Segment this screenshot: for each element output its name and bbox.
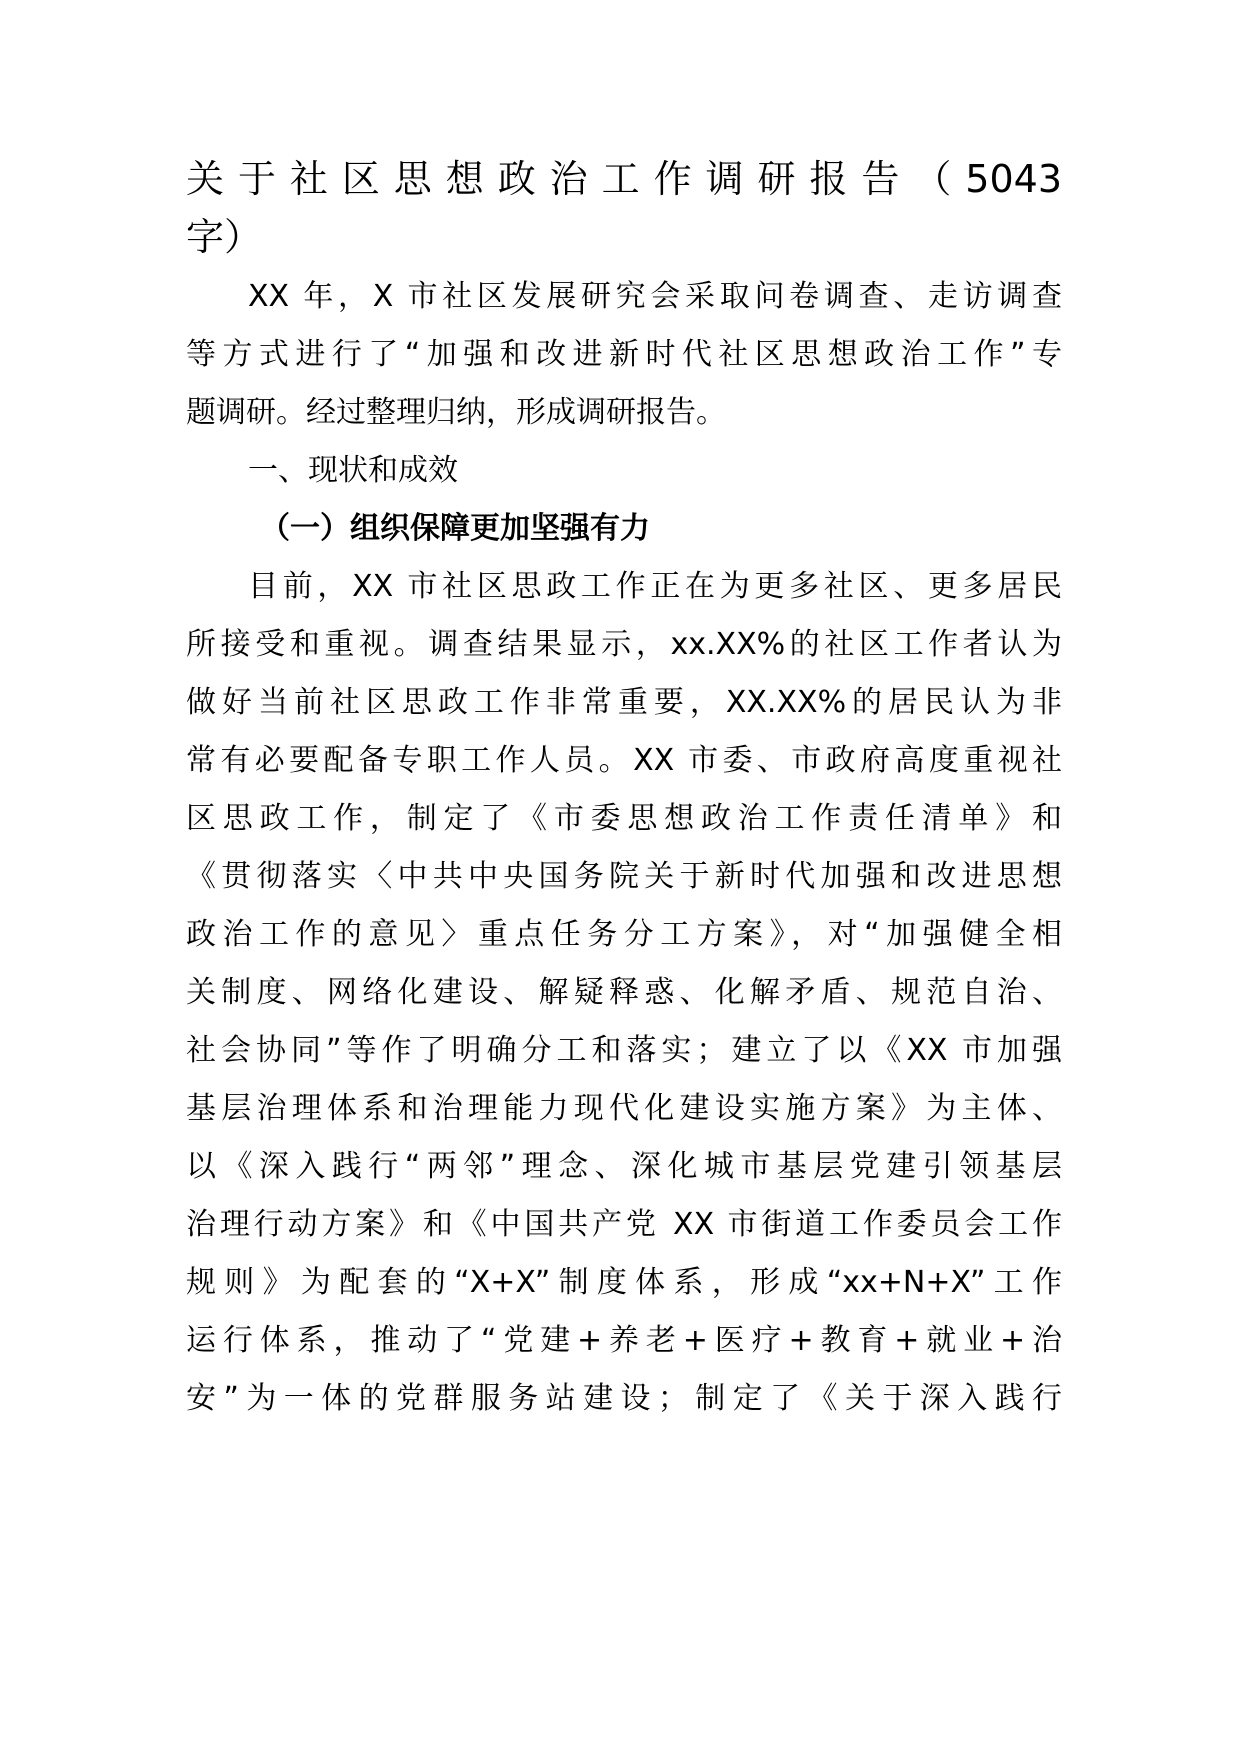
intro-line: 等方式进行了“加强和改进新时代社区思想政治工作”专 [186, 337, 1062, 372]
body-line: 以《深入践行“两邻”理念、深化城市基层党建引领基层 [186, 1149, 1062, 1184]
document-title [186, 152, 1062, 268]
body-line: 常有必要配备专职工作人员。XX 市委、市政府高度重视社 [186, 743, 1062, 778]
body-line: 目前，XX 市社区思政工作正在为更多社区、更多居民 [248, 569, 1062, 604]
title-line: 字） [186, 215, 263, 259]
document-body [186, 268, 1062, 1428]
intro-line: 题调研。经过整理归纳，形成调研报告。 [186, 395, 726, 430]
intro-line: XX 年，X 市社区发展研究会采取问卷调查、走访调查 [248, 279, 1062, 314]
body-line: 社会协同”等作了明确分工和落实；建立了以《XX 市加强 [186, 1033, 1062, 1068]
section-heading: 一、现状和成效 [248, 453, 458, 488]
title-line: 关于社区思想政治工作调研报告（5043 [186, 157, 1062, 201]
body-line: 基层治理体系和治理能力现代化建设实施方案》为主体、 [186, 1091, 1062, 1126]
body-line: 区思政工作，制定了《市委思想政治工作责任清单》和 [186, 801, 1062, 836]
body-line: 关制度、网络化建设、解疑释惑、化解矛盾、规范自治、 [186, 975, 1062, 1010]
body-line: 做好当前社区思政工作非常重要，XX.XX%的居民认为非 [186, 685, 1062, 720]
body-line: 所接受和重视。调查结果显示，xx.XX%的社区工作者认为 [186, 627, 1062, 662]
body-line: 《贯彻落实〈中共中央国务院关于新时代加强和改进思想 [186, 859, 1062, 894]
subsection-heading: （一）组织保障更加坚强有力 [260, 511, 650, 546]
body-line: 规则》为配套的“X+X”制度体系，形成“xx+N+X”工作 [186, 1265, 1062, 1300]
body-line: 政治工作的意见〉重点任务分工方案》，对“加强健全相 [186, 917, 1062, 952]
body-line: 安”为一体的党群服务站建设；制定了《关于深入践行 [186, 1381, 1062, 1416]
body-line: 运行体系，推动了“党建+养老+医疗+教育+就业+治 [186, 1323, 1062, 1358]
body-line: 治理行动方案》和《中国共产党 XX 市街道工作委员会工作 [186, 1207, 1062, 1242]
